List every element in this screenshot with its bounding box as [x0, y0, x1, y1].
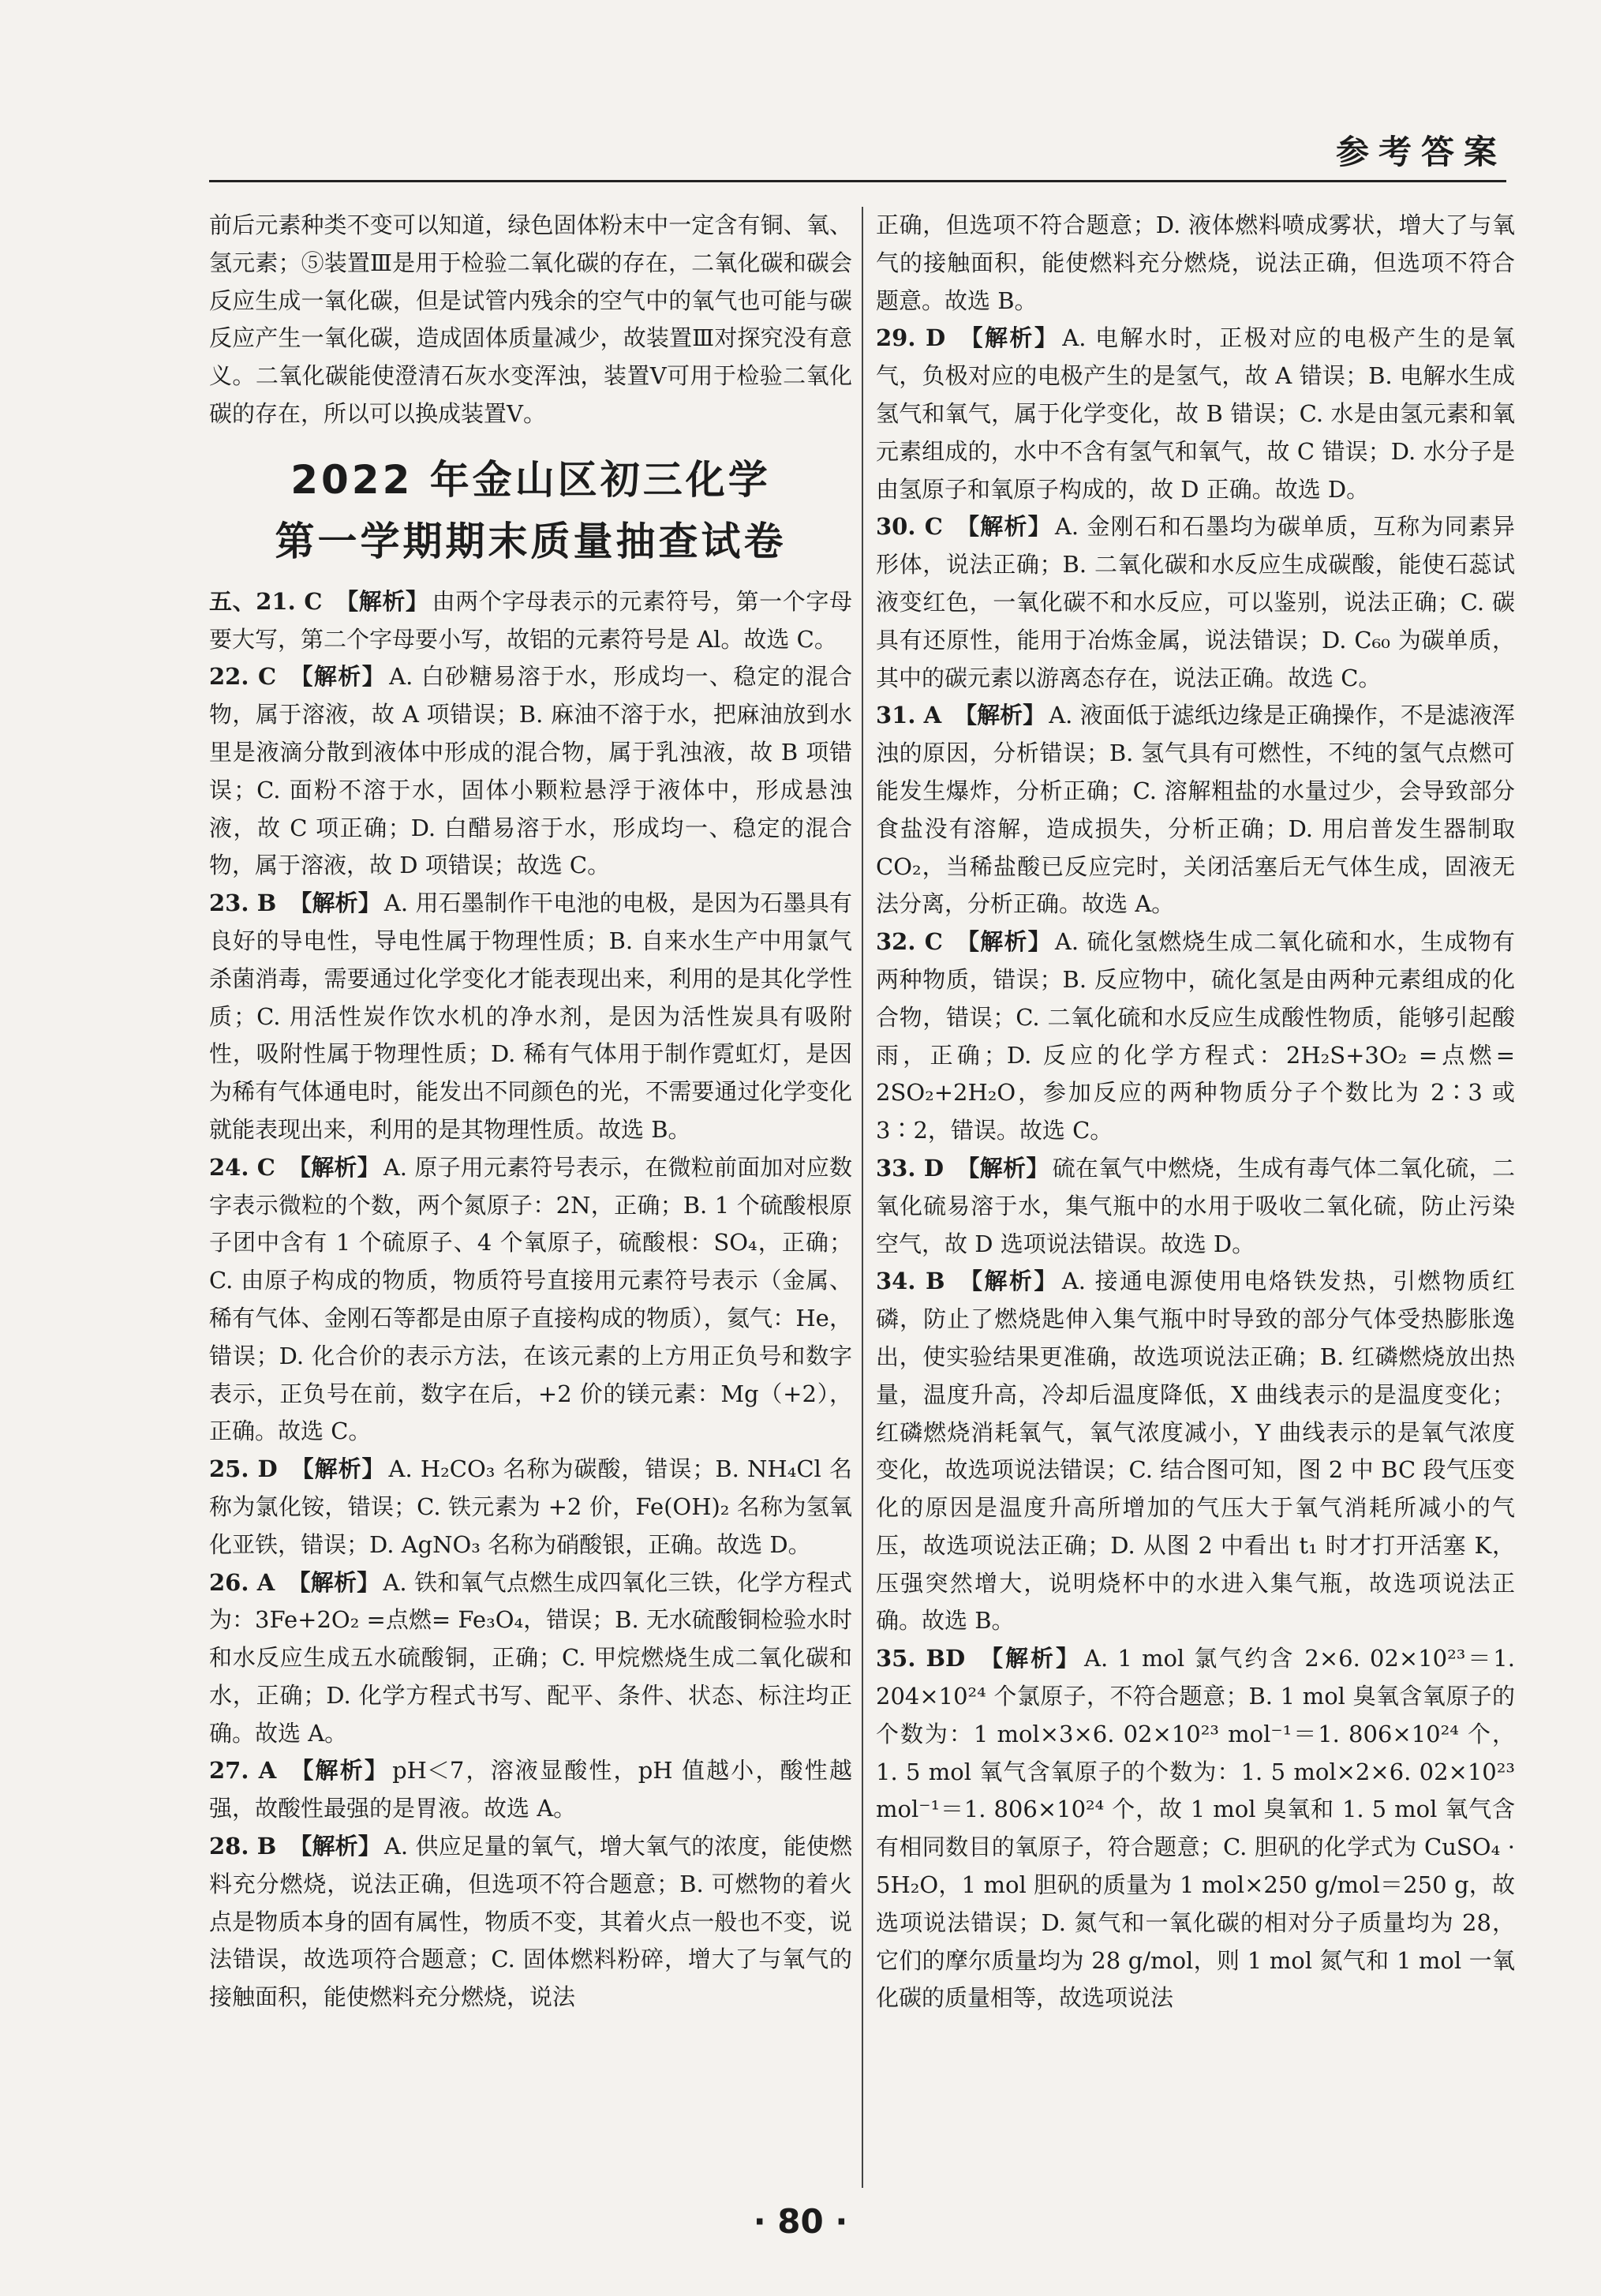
answer-item [876, 1150, 1515, 1263]
answer-number: 22. C [209, 663, 277, 691]
left-answer-list [209, 583, 852, 2017]
answer-text: A. 硫化氢燃烧生成二氧化硫和水，生成物有两种物质，错误；B. 反应物中，硫化氢是由两种元素组成的化合物，错误；C. 二氧化硫和水反应生成酸性物质，能够引起酸雨，正确；D. 反应的化学方程式：2H₂S+3O₂ =点燃= 2SO₂+2H₂O，参加反应的两种物质分子个数比为 2∶3 或 3∶2，错误。故选 C。 [876, 928, 1515, 1144]
analysis-tag: 【解析】 [955, 513, 1052, 541]
answer-number: 33. D [876, 1154, 945, 1182]
answer-number: 31. A [876, 702, 942, 729]
right-answer-list [876, 320, 1515, 2017]
header-rule [209, 180, 1506, 182]
analysis-tag: 【解析】 [289, 1757, 390, 1785]
answer-item [209, 1564, 852, 1753]
answer-number: 35. BD [876, 1645, 966, 1672]
answer-item [876, 697, 1515, 923]
right-intro-paragraph: 正确，但选项不符合题意；D. 液体燃料喷成雾状，增大了与氧气的接触面积，能使燃料充分燃烧，说法正确，但选项不符合题意。故选 B。 [876, 212, 1515, 314]
left-column [209, 207, 852, 2017]
answer-text: A. 电解水时，正极对应的电极产生的是氧气，负极对应的电极产生的是氢气，故 A 错误；B. 电解水生成氢气和氧气，属于化学变化，故 B 错误；C. 水是由氢元素和氧元素组成的，水中不含有氢气和氧气，故 C 错误；D. 水分子是由氢原子和氧原子构成的，故 D 正确。故选 D。 [876, 324, 1515, 503]
answer-item [876, 1640, 1515, 2017]
answer-number: 23. B [209, 890, 277, 917]
answer-text: A. 1 mol 氯气约含 2×6. 02×10²³＝1. 204×10²⁴ 个氯原子，不符合题意；B. 1 mol 臭氧含氧原子的个数为：1 mol×3×6. 02×10²³ mol⁻¹＝1. 806×10²⁴ 个，1. 5 mol 氧气含氧原子的个数为：1. 5 mol×2×6. 02×10²³ mol⁻¹＝1. 806×10²⁴ 个，故 1 mol 臭氧和 1. 5 mol 氧气含有相同数目的氧原子，符合题意；C. 胆矾的化学式为 CuSO₄ · 5H₂O，1 mol 胆矾的质量为 1 mol×250 g/mol＝250 g，故选项说法错误；D. 氮气和一氧化碳的相对分子质量均为 28，它们的摩尔质量均为 28 g/mol，则 1 mol 氮气和 1 mol 一氧化碳的质量相等，故选项说法 [876, 1645, 1515, 2012]
answer-text: A. 金刚石和石墨均为碳单质，互称为同素异形体，说法正确；B. 二氧化碳和水反应生成碳酸，能使石蕊试液变红色，一氧化碳不和水反应，可以鉴别，说法正确；C. 碳具有还原性，能用于冶炼金属，说法错误；D. C₆₀ 为碳单质，其中的碳元素以游离态存在，说法正确。故选 C。 [876, 513, 1515, 691]
answer-text: pH＜7，溶液显酸性，pH 值越小，酸性越强，故酸性最强的是胃液。故选 A。 [209, 1757, 852, 1822]
exam-title [209, 449, 852, 572]
answer-number: 30. C [876, 513, 943, 541]
answer-number: 34. B [876, 1268, 945, 1295]
answer-number: 五、21. C [209, 587, 323, 615]
answer-text: A. 铁和氧气点燃生成四氧化三铁，化学方程式为：3Fe+2O₂ =点燃= Fe₃O₄，错误；B. 无水硫酸铜检验水时和水反应生成五水硫酸铜，正确；C. 甲烷燃烧生成二氧化碳和水，正确；D. 化学方程式书写、配平、条件、状态、标注均正确。故选 A。 [209, 1568, 852, 1747]
answer-text: A. 白砂糖易溶于水，形成均一、稳定的混合物，属于溶液，故 A 项错误；B. 麻油不溶于水，把麻油放到水里是液滴分散到液体中形成的混合物，属于乳浊液，故 B 项错误；C. 面粉不溶于水，固体小颗粒悬浮于液体中，形成悬浊液，故 C 项正确；D. 白醋易溶于水，形成均一、稳定的混合物，属于溶液，故 D 项错误；故选 C。 [209, 663, 852, 879]
answer-number: 27. A [209, 1757, 277, 1785]
answer-text: A. 液面低于滤纸边缘是正确操作，不是滤液浑浊的原因，分析错误；B. 氢气具有可燃性，不纯的氢气点燃可能发生爆炸，分析正确；C. 溶解粗盐的水量过少，会导致部分食盐没有溶解，造成损失，分析正确；D. 用启普发生器制取 CO₂，当稀盐酸已反应完时，关闭活塞后无气体生成，固液无法分离，分析正确。故选 A。 [876, 702, 1515, 918]
answer-number: 25. D [209, 1455, 278, 1483]
left-intro-paragraph: 前后元素种类不变可以知道，绿色固体粉末中一定含有铜、氧、氢元素；⑤装置Ⅲ是用于检验二氧化碳的存在，二氧化碳和碳会反应生成一氧化碳，但是试管内残余的空气中的氧气也可能与碳反应产生一氧化碳，造成固体质量减少，故装置Ⅲ对探究没有意义。二氧化碳能使澄清石灰水变浑浊，装置Ⅴ可用于检验二氧化碳的存在，所以可以换成装置Ⅴ。 [209, 212, 852, 427]
analysis-tag: 【解析】 [958, 324, 1060, 352]
answer-item [209, 1752, 852, 1828]
exam-title-line1: 2022 年金山区初三化学 [290, 456, 771, 503]
answer-number: 24. C [209, 1153, 275, 1181]
answer-text: 由两个字母表示的元素符号，第一个字母要大写，第二个字母要小写，故铝的元素符号是 Al。故选 C。 [209, 587, 852, 653]
analysis-tag: 【解析】 [289, 663, 387, 691]
analysis-tag: 【解析】 [287, 1568, 380, 1596]
answer-item [209, 658, 852, 885]
answer-number: 32. C [876, 928, 943, 956]
answer-number: 29. D [876, 324, 946, 352]
answer-item [209, 583, 852, 659]
answer-item [209, 1149, 852, 1451]
answer-number: 28. B [209, 1833, 277, 1860]
answer-text: A. 接通电源使用电烙铁发热，引燃物质红磷，防止了燃烧匙伸入集气瓶中时导致的部分气体受热膨胀逸出，使实验结果更准确，故选项说法正确；B. 红磷燃烧放出热量，温度升高，冷却后温度降低，X 曲线表示的是温度变化；红磷燃烧消耗氧气，氧气浓度减小，Y 曲线表示的是氧气浓度变化，故选项说法错误；C. 结合图可知，图 2 中 BC 段气压变化的原因是温度升高所增加的气压大于氧气消耗所减小的气压，故选项说法正确；D. 从图 2 中看出 t₁ 时才打开活塞 K，压强突然增大，说明烧杯中的水进入集气瓶，故选项说法正确。故选 B。 [876, 1268, 1515, 1635]
answer-text: A. 原子用元素符号表示，在微粒前面加对应数字表示微粒的个数，两个氮原子：2N，正确；B. 1 个硫酸根原子团中含有 1 个硫原子、4 个氧原子，硫酸根：SO₄，正确；C. 由原子构成的物质，物质符号直接用元素符号表示（金属、稀有气体、金刚石等都是由原子直接构成的物质），氦气：He，错误；D. 化合价的表示方法，在该元素的上方用正负号和数字表示，正负号在前，数字在后，+2 价的镁元素：Mg（+2），正确。故选 C。 [209, 1153, 852, 1445]
analysis-tag: 【解析】 [335, 587, 429, 615]
analysis-tag: 【解析】 [978, 1645, 1081, 1672]
analysis-tag: 【解析】 [290, 1455, 386, 1483]
answer-number: 26. A [209, 1568, 275, 1596]
analysis-tag: 【解析】 [955, 928, 1052, 956]
page-header-title: 参考答案 [1335, 133, 1506, 171]
answer-item [876, 923, 1515, 1150]
column-divider [862, 207, 863, 2188]
answer-item [876, 508, 1515, 697]
answer-item [209, 885, 852, 1149]
analysis-tag: 【解析】 [956, 1154, 1049, 1182]
answer-text: A. 供应足量的氧气，增大氧气的浓度，能使燃料充分燃烧，说法正确，但选项不符合题意；B. 可燃物的着火点是物质本身的固有属性，物质不变，其着火点一般也不变，说法错误，故选项符合题意；C. 固体燃料粉碎，增大了与氧气的接触面积，能使燃料充分燃烧，说法 [209, 1833, 852, 2011]
page-number: · 80 · [753, 2202, 848, 2241]
answer-item [876, 1263, 1515, 1640]
right-column [876, 207, 1515, 2017]
answer-item [876, 320, 1515, 508]
answer-text: 硫在氧气中燃烧，生成有毒气体二氧化硫，二氧化硫易溶于水，集气瓶中的水用于吸收二氧化硫，防止污染空气，故 D 选项说法错误。故选 D。 [876, 1154, 1515, 1257]
answer-item [209, 1451, 852, 1564]
analysis-tag: 【解析】 [289, 890, 381, 917]
analysis-tag: 【解析】 [957, 1268, 1059, 1295]
analysis-tag: 【解析】 [287, 1153, 380, 1181]
answer-text: A. H₂CO₃ 名称为碳酸，错误；B. NH₄Cl 名称为氯化铵，错误；C. 铁元素为 +2 价，Fe(OH)₂ 名称为氢氧化亚铁，错误；D. AgNO₃ 名称为硝酸银，正确。故选 D。 [209, 1455, 852, 1558]
exam-title-line2: 第一学期期末质量抽查试卷 [275, 518, 787, 564]
answer-text: A. 用石墨制作干电池的电极，是因为石墨具有良好的导电性，导电性属于物理性质；B. 自来水生产中用氯气杀菌消毒，需要通过化学变化才能表现出来，利用的是其化学性质；C. 用活性炭作饮水机的净水剂，是因为活性炭具有吸附性，吸附性属于物理性质；D. 稀有气体用于制作霓虹灯，是因为稀有气体通电时，能发出不同颜色的光，不需要通过化学变化就能表现出来，利用的是其物理性质。故选 B。 [209, 890, 852, 1143]
answer-item [209, 1828, 852, 2017]
analysis-tag: 【解析】 [954, 702, 1046, 729]
analysis-tag: 【解析】 [289, 1833, 381, 1860]
